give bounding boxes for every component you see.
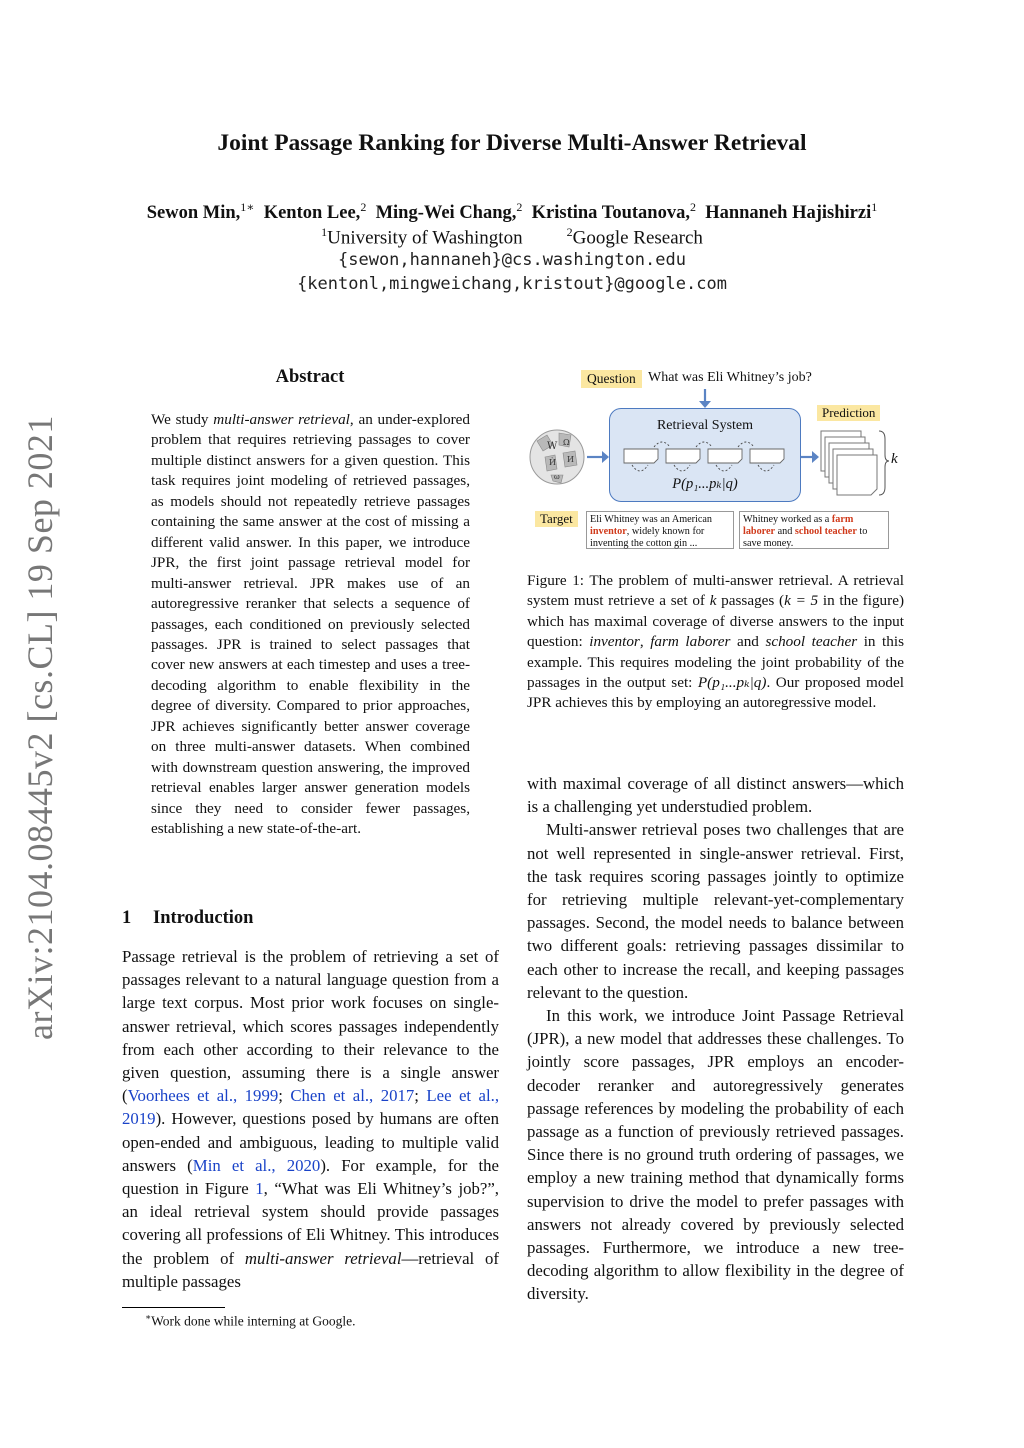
affiliation-name: Google Research — [572, 227, 703, 249]
author-name: Sewon Min, — [146, 203, 241, 224]
affiliation-mark: 2 — [566, 225, 573, 239]
answer-highlight: farm laborer — [743, 514, 854, 537]
author-mark: 1∗ — [240, 200, 255, 214]
prediction-label: Prediction — [817, 405, 880, 421]
paragraph: In this work, we introduce Joint Passage Retrieval (JPR), a new model that addresses these challenges. To jointly score passages, JPR employs an encoder-decoder reranker and autoregressively generates passage references by modeling the probability of each passage as a function of previously retrieved passages. Since there is no ground truth ordering of passages, we employ a new training method that dynamically forms supervision to drive the model to prefer passages with answers not already covered by previously selected passages. Furthermore, we introduce a new tree-decoding algorithm to allow flexibility in the degree of diversity. — [527, 1006, 904, 1304]
affiliations — [0, 225, 1024, 249]
answer-highlight: inventor — [590, 525, 627, 537]
svg-text:И: И — [567, 455, 574, 464]
dependency-arc — [738, 442, 754, 447]
author-mark: 2 — [689, 200, 696, 214]
wikipedia-globe-icon — [530, 430, 584, 484]
retrieval-system-title: Retrieval System — [656, 418, 754, 433]
intro-left-column: Passage retrieval is the problem of retrieving a set of passages relevant to a natural language question from a large text corpus. Most prior work focuses on single-answer retrieval, which scores passages independently from each other according to their relevance to the given question, assuming there is a single answer (Voorhees et al., 1999; Chen et al., 2017; Lee et al., 2019). However, questions posed by humans are often open-ended and ambiguous, leading to multiple valid answers (Min et al., 2020). For example, for the question in Figure 1, “What was Eli Whitney’s job?”, an ideal retrieval system should provide passages covering all professions of Eli Whitney. This introduces the problem of multi-answer retrieval—retrieval of multiple passages — [122, 947, 500, 1291]
affiliation-mark: 1 — [321, 225, 328, 239]
prediction-arrow-head — [812, 451, 819, 463]
passage-slot — [750, 449, 784, 463]
dependency-arc — [674, 465, 690, 471]
answer-highlight: school teacher — [794, 525, 857, 537]
author-name: Ming-Wei Chang, — [375, 203, 517, 224]
k-label: k — [891, 451, 898, 467]
abstract-heading: Abstract — [275, 367, 345, 387]
figure-reference-link[interactable]: 1 — [255, 1179, 264, 1199]
author-list — [0, 200, 1024, 224]
passage-sequence — [610, 441, 800, 481]
question-label: Question — [581, 370, 642, 388]
paragraph: with maximal coverage of all distinct answers—which is a challenging yet understudied problem. — [527, 774, 904, 817]
figure-1 — [525, 365, 907, 560]
dependency-arc — [632, 465, 648, 471]
passage-slot — [708, 449, 742, 463]
target-passage-2: Whitney worked as a farm laborer and school teacher to save money. — [739, 511, 889, 549]
paper-title: Joint Passage Ranking for Diverse Multi-Answer Retrieval — [217, 130, 807, 156]
footnote-divider — [122, 1307, 225, 1308]
retrieval-system-box — [609, 408, 801, 502]
author-mark: 1 — [871, 200, 878, 214]
question-arrow-head — [699, 401, 711, 408]
email-line: {kentonl,mingweichang,kristout}@google.com — [297, 274, 727, 294]
paragraph: Multi-answer retrieval poses two challenges that are not well represented in single-answer retrieval. First, the task requires scoring passages jointly to optimize for retrieving multiple relevant-yet-complementary passages. Second, the model needs to balance between two different goals: retrieving passages dissimilar to each other to increase the recall, and keeping passages relevant to the question. — [527, 820, 904, 1002]
affiliation-name: University of Washington — [327, 227, 523, 249]
joint-probability-formula: P(p₁...pₖ|q) — [672, 476, 738, 492]
abstract-text: We study multi-answer retrieval, an under-explored problem that requires retrieving passages to cover multiple distinct answers for a given question. This task requires joint modeling of retrieved passages, as models should not repeatedly retrieve passages containing the same answer at the cost of missing a different valid answer. In this paper, we introduce JPR, the first joint passage retrieval model for multi-answer retrieval. JPR makes use of an autoregressive reranker that selects a sequence of passages, each conditioned on previously selected passages. JPR is trained to select passages that cover new answers at each timestep and uses a tree-decoding algorithm to enable flexibility in the degree of diversity. Compared to prior approaches, JPR achieves significantly better answer coverage on three multi-answer datasets. When combined with downstream question answering, the improved retrieval enables larger answer generation models since they need to consider fewer passages, establishing a new state-of-the-art. — [151, 411, 470, 838]
predicted-passages-stack — [821, 431, 877, 495]
citation-link[interactable]: Min et al., 2020 — [192, 1155, 321, 1175]
author-name: Hannaneh Hajishirzi — [705, 203, 872, 224]
footnote: ∗Work done while interning at Google. — [145, 1312, 356, 1329]
wiki-arrow-head — [602, 451, 609, 463]
dependency-arc — [758, 465, 774, 471]
question-text: What was Eli Whitney’s job? — [648, 370, 812, 385]
citation-link[interactable]: Voorhees et al., 1999 — [127, 1086, 279, 1106]
author-name: Kristina Toutanova, — [531, 203, 690, 224]
author-mark: 2 — [360, 200, 367, 214]
dependency-arc — [716, 465, 732, 471]
arxiv-identifier: arXiv:2104.08445v2 [cs.CL] 19 Sep 2021 — [20, 415, 60, 1040]
abstract-emphasis: multi-answer retrieval — [213, 411, 350, 428]
figure-1-caption: Figure 1: The problem of multi-answer retrieval. A retrieval system must retrieve a set of k passages (k = 5 in the figure) which has maximal coverage of diverse answers to the input question: inventor, farm laborer and school teacher in this example. This requires modeling the joint probability of the passages in the output set: P(p₁...pₖ|q). Our proposed model JPR achieves this by employing an autoregressive model. — [527, 572, 904, 712]
dependency-arc — [654, 442, 670, 447]
section-heading: 1 Introduction — [122, 908, 254, 928]
target-label: Target — [535, 511, 578, 527]
citation-link[interactable]: Lee et al., 2019 — [122, 1086, 500, 1129]
passage-slot — [666, 449, 700, 463]
k-brace — [879, 431, 889, 495]
dependency-arc — [696, 442, 712, 447]
svg-text:Ω: Ω — [563, 438, 570, 447]
intro-right-column — [527, 772, 904, 1306]
citation-link[interactable]: Chen et al., 2017 — [290, 1086, 415, 1106]
target-passage-1: Eli Whitney was an American inventor, widely known for inventing the cotton gin ... — [586, 511, 734, 549]
svg-text:Ѝ: Ѝ — [549, 458, 556, 467]
email-line: {sewon,hannaneh}@cs.washington.edu — [338, 250, 686, 270]
author-mark: 2 — [516, 200, 523, 214]
passage-slot — [624, 449, 658, 463]
svg-text:ω: ω — [554, 473, 560, 481]
svg-text:W: W — [547, 441, 558, 452]
author-name: Kenton Lee, — [263, 203, 361, 224]
